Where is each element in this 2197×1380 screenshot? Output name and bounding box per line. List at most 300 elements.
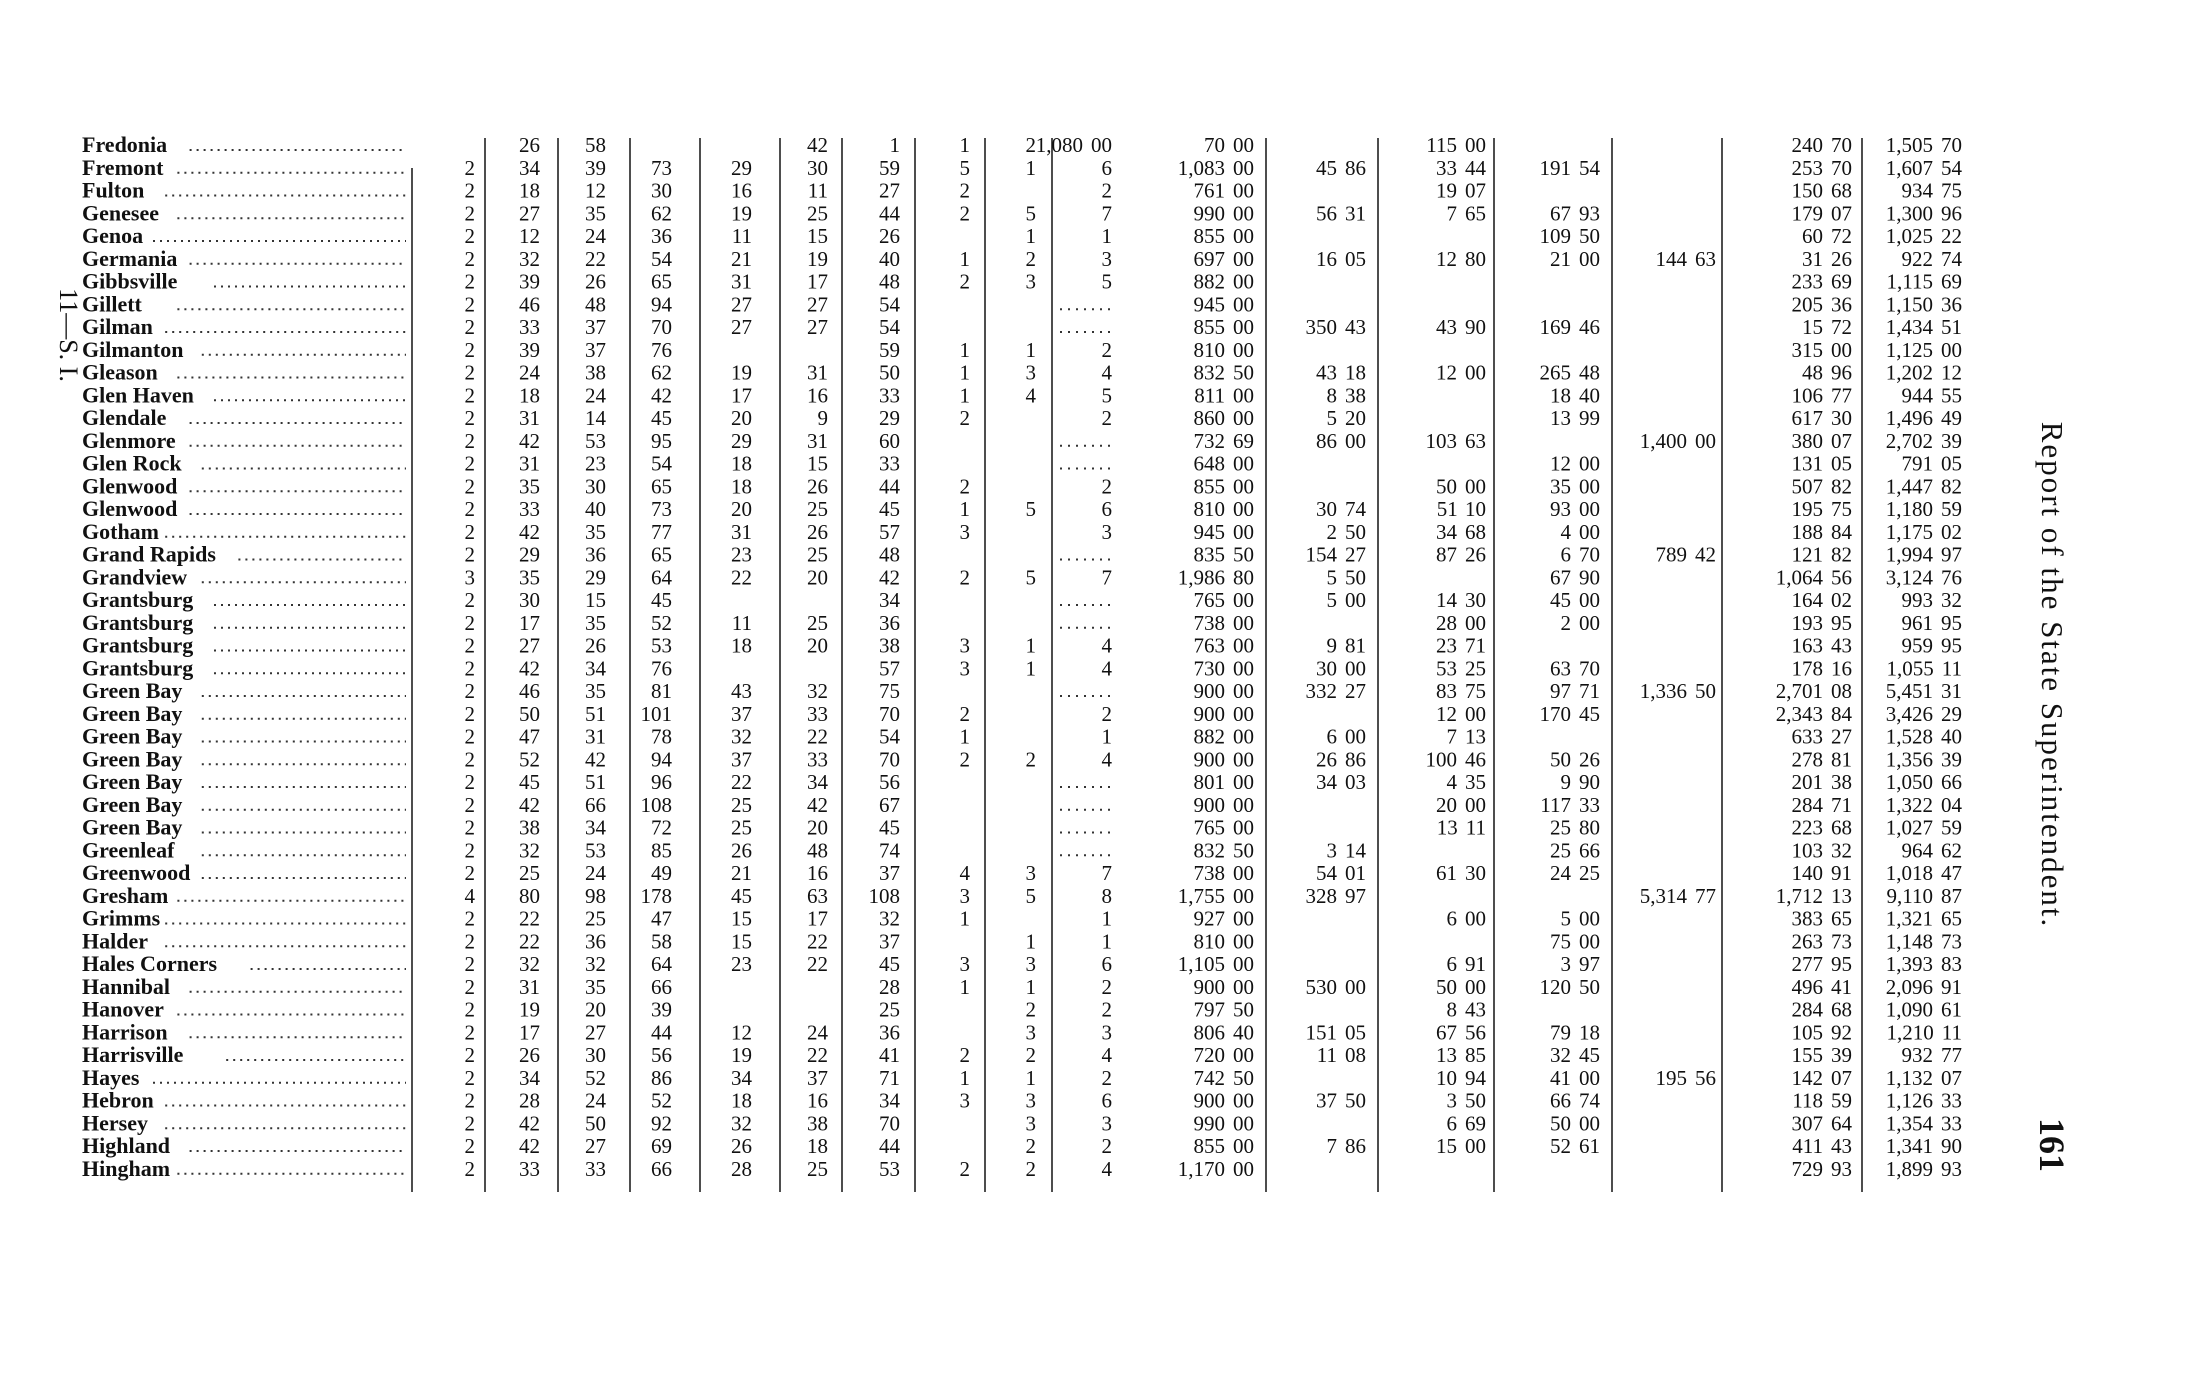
cell-c4: 56 [651,1043,672,1067]
cell-c12: 30 74 [1316,497,1366,521]
cell-c8: 2 [959,747,970,772]
cell-c14: 50 00 [1550,1111,1600,1136]
cell-c4: 69 [651,1134,672,1158]
cell-c14: 35 00 [1550,474,1600,499]
cell-c6: 16 [807,383,828,408]
cell-c16: 284 68 [1791,997,1852,1022]
cell-c7: 54 [879,724,900,749]
cell-c14: 191 54 [1539,155,1600,180]
cell-c9: 5 [1025,565,1036,590]
cell-c9: 3 [1025,1111,1036,1136]
cell-c2: 31 [519,451,540,476]
cell-c13: 50 00 [1436,474,1486,499]
cell-c11: 801 00 [1193,770,1254,794]
cell-c1: 2 [464,292,475,317]
cell-c1: 2 [464,360,475,385]
cell-c4: 62 [651,201,672,226]
cell-c4: 96 [651,770,672,794]
cell-c6: 26 [807,474,828,499]
cell-c17: 959 95 [1901,633,1962,658]
cell-c9: 2 [1025,133,1036,157]
cell-c6: 20 [807,565,828,590]
row-name: Gillett [82,291,142,317]
cell-c3: 39 [585,155,606,180]
cell-c13: 3 50 [1446,1088,1486,1113]
table-row [82,360,1962,385]
cell-c16: 315 00 [1791,337,1852,362]
cell-c9: 3 [1025,1020,1036,1045]
cell-c12: 26 86 [1316,747,1366,772]
cell-c17: 3,124 76 [1885,565,1962,590]
cell-c2: 46 [519,679,540,703]
cell-c14: 50 26 [1550,747,1600,772]
cell-c8: 4 [959,861,970,885]
cell-c16: 106 77 [1791,383,1852,408]
cell-c12: 8 38 [1326,383,1366,408]
cell-c13: 34 68 [1436,519,1486,544]
row-name: Germania [82,245,178,271]
row-name: Glendale [82,405,167,430]
cell-c10: 1 [1101,224,1112,248]
cell-c3: 22 [585,246,606,271]
cell-c5: 29 [731,428,752,453]
cell-c7: 45 [879,497,900,521]
cell-c11: 860 00 [1193,406,1254,430]
cell-c8: 1 [959,497,970,521]
cell-c3: 27 [585,1134,606,1158]
cell-c17: 1,132 07 [1885,1065,1962,1090]
cell-c10: 7 [1101,565,1112,590]
cell-c6: 15 [807,451,828,476]
cell-c7: 32 [879,906,900,931]
cell-c14: 45 00 [1550,588,1600,612]
cell-c14: 25 80 [1550,815,1600,840]
cell-c5: 19 [731,1043,752,1067]
cell-c7: 27 [879,178,900,203]
cell-c7: 34 [879,588,900,612]
cell-c7: 41 [879,1043,900,1067]
cell-c7: 71 [879,1065,900,1090]
cell-c16: 103 32 [1791,838,1852,863]
cell-c13: 7 13 [1446,724,1486,749]
cell-c3: 36 [585,542,606,567]
cell-c17: 1,899 93 [1885,1156,1962,1181]
cell-c6: 25 [807,1156,828,1181]
cell-c12: 5 00 [1326,588,1366,612]
cell-c16: 496 41 [1791,974,1852,999]
cell-c7: 29 [879,406,900,430]
cell-c7: 48 [879,269,900,294]
cell-c5: 17 [731,383,752,408]
cell-c16: 163 43 [1791,633,1852,658]
cell-c1: 2 [464,770,475,794]
cell-c14: 3 97 [1560,952,1600,976]
row-name: Grandview [82,564,188,590]
cell-c11: 900 00 [1193,701,1254,726]
cell-c13: 19 07 [1436,178,1486,203]
cell-c11: 765 00 [1193,588,1254,612]
cell-c1: 2 [464,679,475,703]
cell-c2: 42 [519,428,540,453]
cell-c7: 54 [879,315,900,339]
cell-c3: 35 [585,679,606,703]
cell-c3: 30 [585,474,606,499]
cell-c16: 2,701 08 [1775,679,1852,703]
cell-c8: 1 [959,724,970,749]
cell-c16: 1,064 56 [1775,565,1852,590]
row-name: Hersey [82,1110,148,1136]
cell-c7: 57 [879,519,900,544]
cell-c8: 1 [959,133,970,157]
table-row [82,519,1962,544]
cell-c3: 27 [585,1020,606,1045]
table-row [82,496,1962,521]
cell-c7: 33 [879,451,900,476]
cell-c4: 76 [651,337,672,362]
cell-c1: 2 [464,155,475,180]
cell-c17: 1,055 11 [1886,656,1962,681]
cell-c3: 53 [585,838,606,863]
cell-c5: 18 [731,474,752,499]
cell-c17: 934 75 [1901,178,1962,203]
cell-c11: 797 50 [1193,997,1254,1022]
cell-c7: 45 [879,952,900,976]
cell-c5: 27 [731,292,752,317]
cell-c5: 25 [731,792,752,817]
cell-c13: 53 25 [1436,656,1486,681]
cell-c10: 3 [1101,519,1112,544]
cell-c2: 42 [519,1134,540,1158]
cell-c4: 95 [651,428,672,453]
cell-c11: 945 00 [1193,519,1254,544]
cell-c16: 48 96 [1802,360,1852,385]
cell-c3: 50 [585,1111,606,1136]
cell-c15: 195 56 [1655,1065,1716,1090]
cell-c2: 12 [519,224,540,248]
cell-c3: 42 [585,747,606,772]
cell-c17: 1,202 12 [1885,360,1962,385]
cell-c1: 2 [464,838,475,863]
cell-c13: 14 30 [1436,588,1486,612]
row-name: Hebron [82,1087,154,1113]
cell-c13: 6 91 [1446,952,1486,976]
cell-c8: 2 [959,1043,970,1067]
cell-c7: 26 [879,224,900,248]
cell-c17: 944 55 [1901,383,1962,408]
cell-c5: 28 [731,1156,752,1181]
cell-c5: 21 [731,861,752,885]
cell-c8: 2 [959,474,970,499]
cell-c3: 12 [585,178,606,203]
cell-c7: 59 [879,155,900,180]
cell-c4: 108 [640,792,672,817]
cell-c12: 43 18 [1316,360,1366,385]
cell-c14: 97 71 [1550,679,1600,703]
cell-c12: 3 14 [1326,838,1366,863]
cell-c9: 2 [1025,997,1036,1022]
cell-c2: 22 [519,929,540,954]
cell-c17: 961 95 [1901,610,1962,635]
cell-c11: 810 00 [1193,929,1254,954]
cell-c1: 2 [464,428,475,453]
table-row [82,291,1962,316]
cell-c7: 37 [879,929,900,954]
cell-c3: 33 [585,1156,606,1181]
cell-c16: 278 81 [1791,747,1852,772]
cell-c3: 35 [585,974,606,999]
cell-c5: 19 [731,201,752,226]
row-name: Grantsburg [82,655,194,681]
table-row [82,269,1962,294]
cell-c16: 1,712 13 [1775,883,1852,908]
cell-c12: 2 50 [1326,519,1366,544]
cell-c7: 56 [879,770,900,794]
cell-c13: 15 00 [1436,1134,1486,1158]
cell-c1: 2 [464,519,475,544]
cell-c5: 18 [731,633,752,658]
cell-c9: 1 [1025,155,1036,180]
cell-c2: 42 [519,1111,540,1136]
cell-c8: 2 [959,1156,970,1181]
cell-c16: 164 02 [1791,588,1852,612]
ledger-rows [82,132,1963,1181]
cell-c3: 29 [585,565,606,590]
cell-c2: 34 [519,1065,540,1090]
cell-c1: 2 [464,701,475,726]
cell-c9: 5 [1025,201,1036,226]
cell-c1: 2 [464,815,475,840]
cell-c1: 2 [464,747,475,772]
cell-c1: 2 [464,451,475,476]
cell-c1: 2 [464,1156,475,1181]
cell-c4: 58 [651,929,672,954]
cell-c10: 7 [1101,861,1112,885]
cell-c16: 240 70 [1791,133,1852,157]
cell-c1: 2 [464,1020,475,1045]
cell-c7: 38 [879,633,900,658]
cell-c16: 195 75 [1791,497,1852,521]
cell-c4: 39 [651,997,672,1022]
cell-c1: 2 [464,633,475,658]
cell-c3: 15 [585,588,606,612]
cell-c17: 1,607 54 [1885,155,1962,180]
cell-c4: 52 [651,1088,672,1113]
cell-c10: 6 [1101,1088,1112,1113]
cell-c1: 2 [464,474,475,499]
row-name: Grimms [82,905,161,931]
cell-c6: 22 [807,929,828,954]
cell-c13: 8 43 [1446,997,1486,1022]
cell-c4: 64 [651,565,672,590]
cell-c6: 27 [807,292,828,317]
cell-c7: 70 [879,1111,900,1136]
cell-c11: 697 00 [1193,246,1254,271]
table-row [82,860,1962,885]
cell-c14: 67 93 [1550,201,1600,226]
cell-c1: 2 [464,178,475,203]
row-name: Green Bay [82,769,183,794]
table-row [82,792,1963,817]
row-name: Hales Corners [82,951,218,976]
cell-c3: 24 [585,1088,606,1113]
table-row [82,815,1962,840]
cell-c3: 35 [585,519,606,544]
cell-c12: 5 50 [1326,565,1366,590]
cell-c16: 178 16 [1791,656,1852,681]
cell-c10: 1 [1101,906,1112,931]
cell-c3: 35 [585,610,606,635]
cell-c17: 1,447 82 [1885,474,1962,499]
cell-c8: 2 [959,269,970,294]
cell-c12: 332 27 [1305,679,1366,703]
cell-c4: 49 [651,861,672,885]
cell-c10: 3 [1101,246,1112,271]
cell-c17: 2,702 39 [1885,428,1962,453]
cell-c7: 33 [879,383,900,408]
cell-c14: 170 45 [1539,701,1600,726]
row-name: Gibbsville [82,268,178,294]
cell-c1: 4 [464,883,475,908]
cell-c5: 22 [731,565,752,590]
cell-c17: 1,994 97 [1885,542,1962,567]
cell-c8: 1 [959,383,970,408]
cell-c2: 33 [519,1156,540,1181]
table-row [82,701,1962,726]
cell-c12: 530 00 [1305,974,1366,999]
cell-c10: 4 [1101,747,1112,772]
cell-c16: 60 72 [1802,224,1852,248]
table-row [82,610,1962,635]
cell-c17: 1,322 04 [1885,792,1962,817]
cell-c4: 47 [651,906,672,931]
cell-c14: 67 90 [1550,565,1600,590]
cell-c9: 2 [1025,747,1036,772]
cell-c16: 105 92 [1791,1020,1852,1045]
row-name: Grand Rapids [82,541,216,567]
row-name: Fulton [82,177,145,203]
cell-c3: 51 [585,770,606,794]
cell-c16: 31 26 [1802,246,1852,271]
cell-c8: 3 [959,952,970,976]
cell-c6: 34 [807,770,828,794]
cell-c11: 990 00 [1193,1111,1254,1136]
row-name: Greenwood [82,860,191,885]
cell-c16: 223 68 [1791,815,1852,840]
cell-c5: 21 [731,246,752,271]
cell-c3: 20 [585,997,606,1022]
table-row [82,246,1963,271]
cell-c10: 1,080 00 [1035,133,1112,157]
cell-c11: 882 00 [1193,724,1254,749]
cell-c7: 44 [879,201,900,226]
cell-c17: 5,451 31 [1885,679,1962,703]
cell-c7: 108 [868,883,900,908]
cell-c5: 26 [731,1134,752,1158]
cell-c5: 11 [731,610,752,635]
cell-c6: 22 [807,1043,828,1067]
cell-c10: 8 [1101,883,1112,908]
cell-c2: 18 [519,383,540,408]
cell-c9: 1 [1025,337,1036,362]
cell-c1: 2 [464,861,475,885]
cell-c12: 45 86 [1316,155,1366,180]
cell-c3: 53 [585,428,606,453]
cell-c2: 52 [519,747,540,772]
table-row [82,587,1962,612]
cell-c6: 33 [807,701,828,726]
cell-c5: 22 [731,770,752,794]
cell-c13: 33 44 [1436,155,1486,180]
cell-c6: 24 [807,1020,828,1045]
row-name: Grantsburg [82,609,194,635]
cell-c10: 2 [1101,474,1112,499]
row-name: Greenleaf [82,837,175,863]
cell-c12: 54 01 [1316,861,1366,885]
cell-c3: 38 [585,360,606,385]
cell-c11: 1,170 00 [1177,1156,1254,1181]
cell-c17: 1,496 49 [1885,406,1962,430]
cell-c4: 54 [651,451,672,476]
cell-c17: 1,180 59 [1885,497,1962,521]
cell-c10: 2 [1101,1065,1112,1090]
cell-c8: 1 [959,906,970,931]
cell-c17: 3,426 29 [1885,701,1962,726]
cell-c9: 1 [1025,633,1036,658]
cell-c7: 54 [879,292,900,317]
row-name: Glen Rock [82,450,182,476]
table-row [82,724,1962,749]
cell-c11: 990 00 [1193,201,1254,226]
cell-c8: 2 [959,178,970,203]
cell-c17: 1,126 33 [1885,1088,1962,1113]
row-name: Grantsburg [82,632,194,658]
cell-c11: 855 00 [1193,474,1254,499]
row-name: Glenmore [82,427,176,453]
cell-c17: 932 77 [1901,1043,1962,1067]
cell-c4: 65 [651,474,672,499]
cell-c7: 53 [879,1156,900,1181]
cell-c11: 900 00 [1193,747,1254,772]
table-row [82,314,1962,339]
table-row [82,1133,1962,1158]
cell-c2: 50 [519,701,540,726]
cell-c9: 3 [1025,952,1036,976]
cell-c16: 193 95 [1791,610,1852,635]
cell-c13: 83 75 [1436,679,1486,703]
cell-c3: 24 [585,224,606,248]
cell-c9: 4 [1025,383,1036,408]
cell-c5: 26 [731,838,752,863]
row-name: Gilman [82,314,153,339]
cell-c6: 19 [807,246,828,271]
cell-c11: 835 50 [1193,542,1254,567]
cell-c12: 350 43 [1305,315,1366,339]
column-rules [412,138,1862,1192]
table-row [82,564,1962,589]
row-name: Green Bay [82,746,183,772]
cell-c7: 57 [879,656,900,681]
cell-c1: 2 [464,588,475,612]
cell-c14: 9 90 [1560,770,1600,794]
cell-c6: 25 [807,201,828,226]
cell-c8: 1 [959,360,970,385]
cell-c7: 40 [879,246,900,271]
cell-c3: 34 [585,656,606,681]
cell-c11: 900 00 [1193,792,1254,817]
cell-c1: 2 [464,315,475,339]
cell-c2: 28 [519,1088,540,1113]
running-title: Report of the State Superintendent. [2035,421,2070,929]
